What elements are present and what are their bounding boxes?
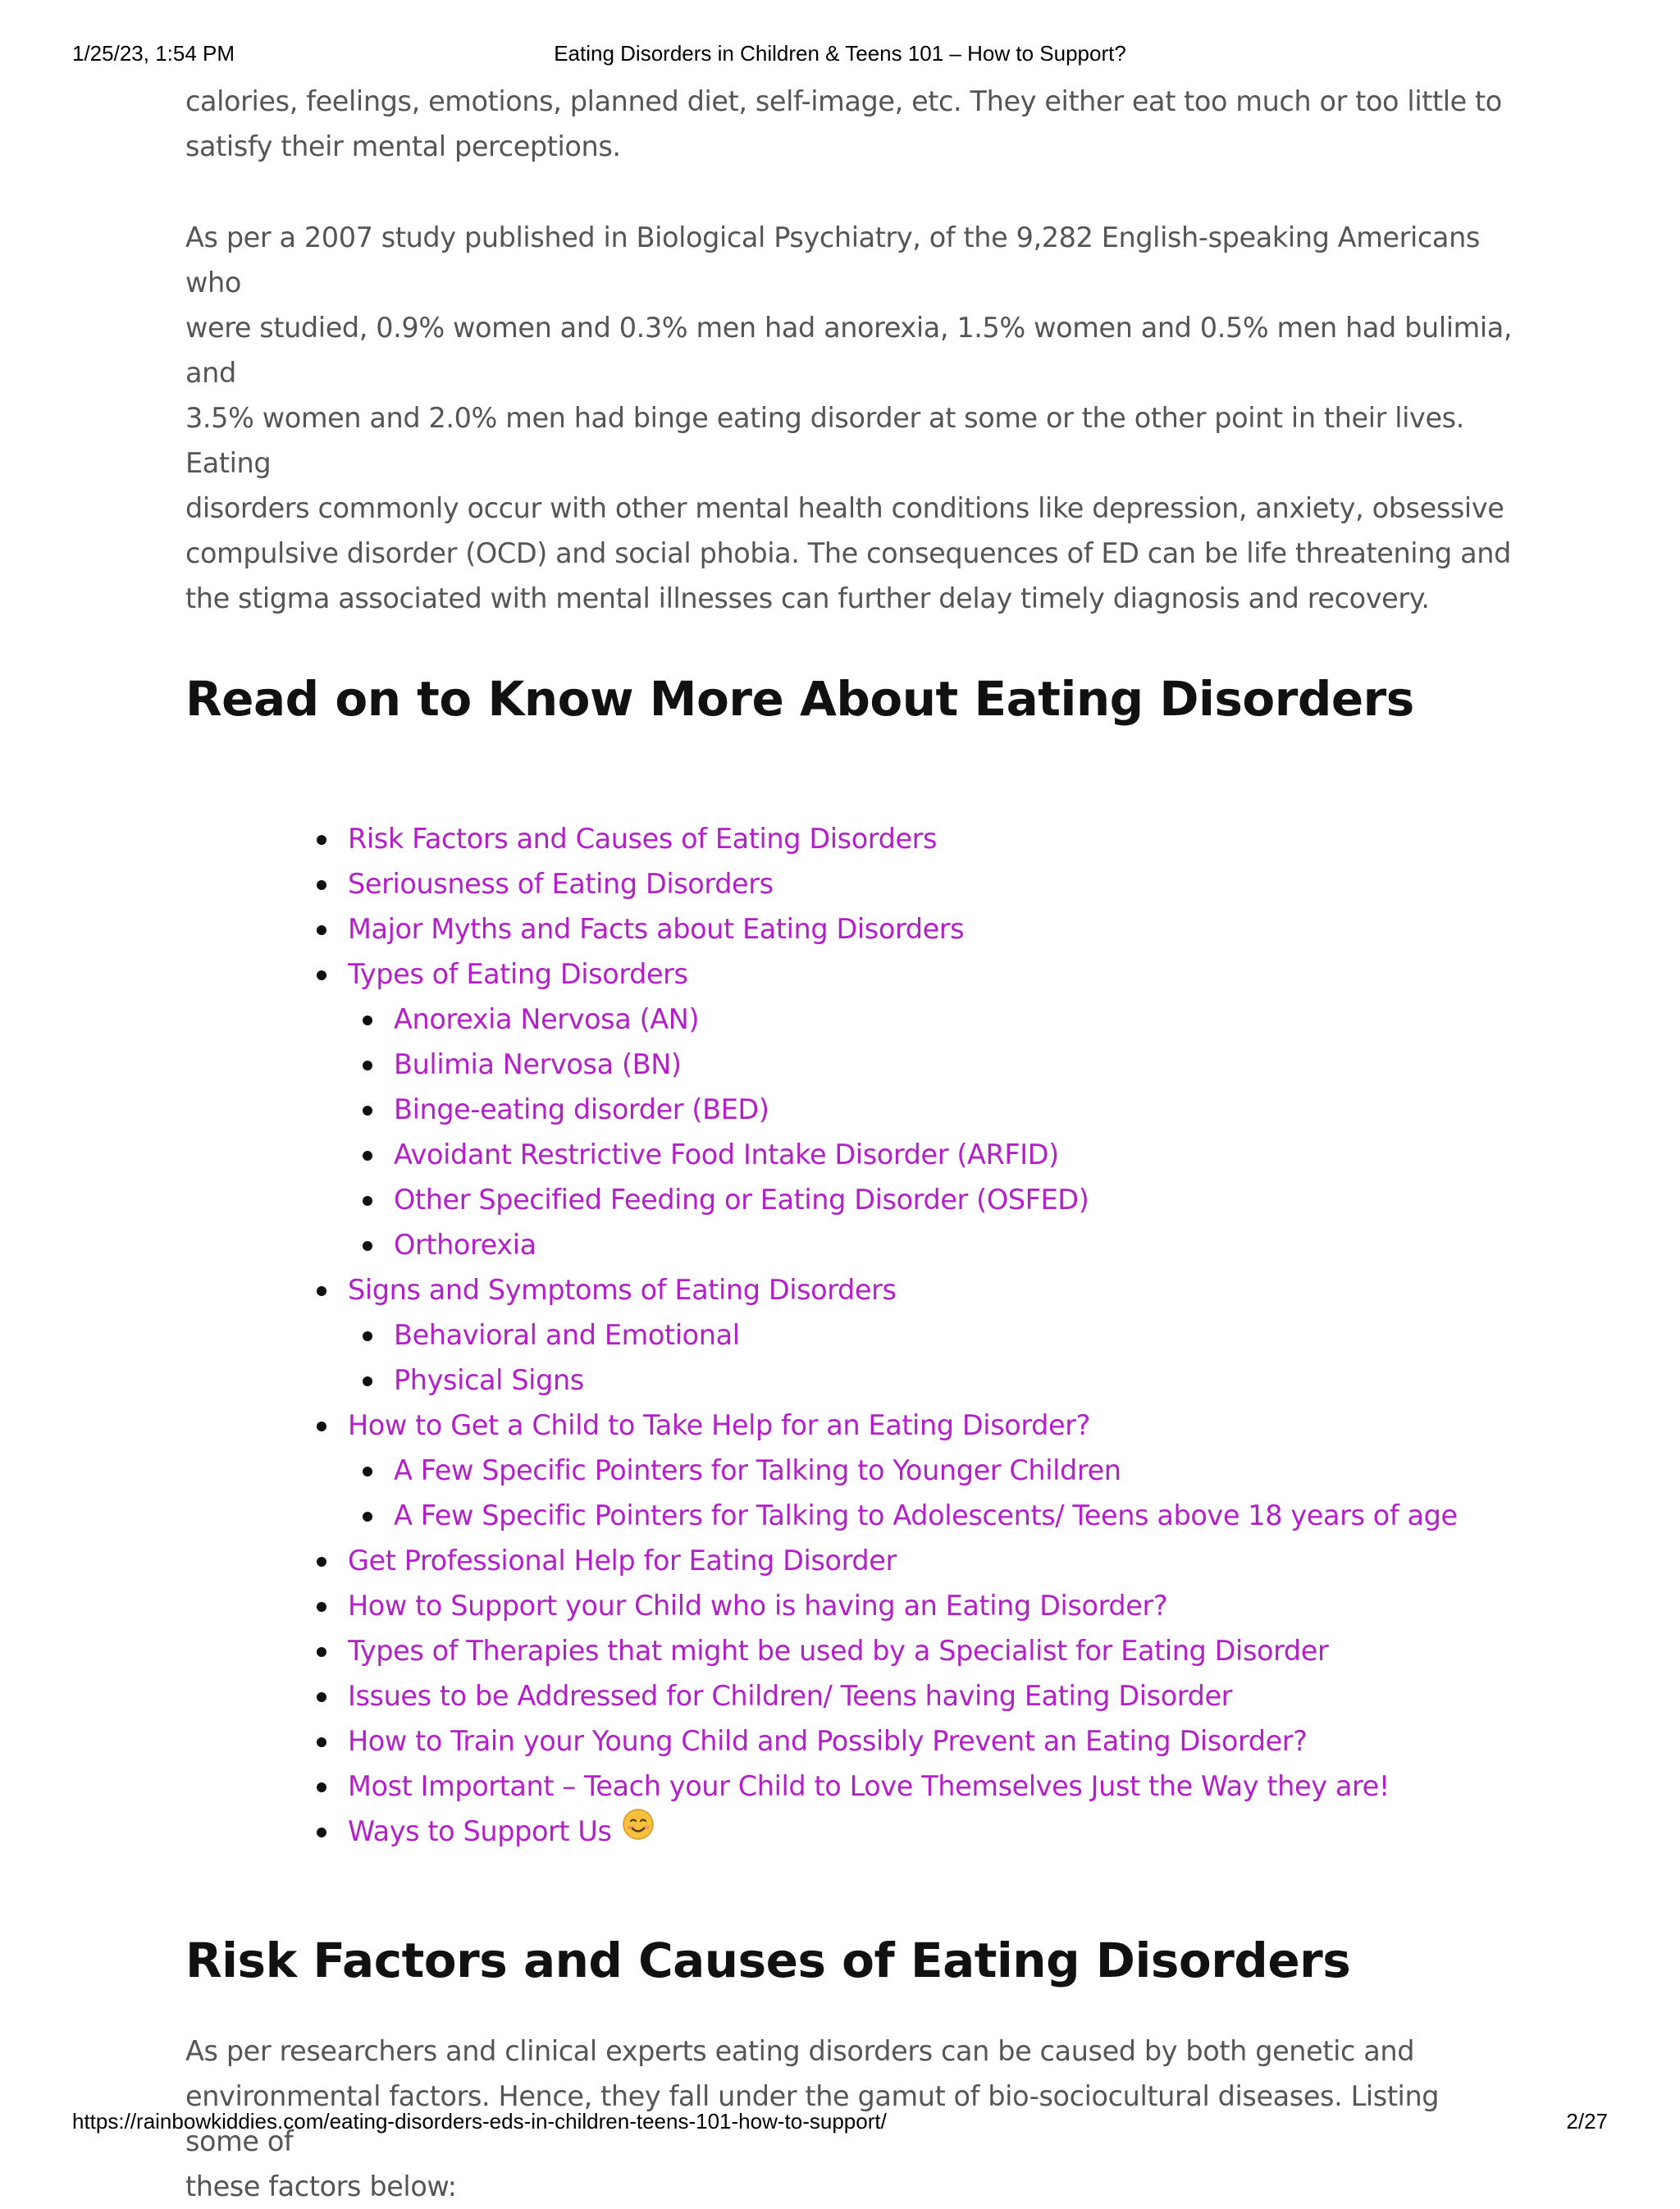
article-content <box>185 79 1514 2209</box>
intro-paragraph: calories, feelings, emotions, planned diet, self-image, etc. They either eat too much or too little to satisfy their mental perceptions. <box>185 85 1502 162</box>
toc-item-myths-facts[interactable]: Major Myths and Facts about Eating Disorders <box>348 906 1514 952</box>
print-header <box>0 41 1680 69</box>
toc-subitem-physical[interactable]: Physical Signs <box>348 1358 1514 1403</box>
toc-subitem-younger-children[interactable]: A Few Specific Pointers for Talking to Younger Children <box>348 1448 1514 1493</box>
toc-item-therapies[interactable]: Types of Therapies that might be used by a Specialist for Eating Disorder <box>348 1628 1514 1673</box>
toc-subitem-bulimia[interactable]: Bulimia Nervosa (BN) <box>348 1042 1514 1087</box>
toc-item-types[interactable]: Types of Eating Disorders <box>348 952 1514 997</box>
toc-item-train-child[interactable]: How to Train your Young Child and Possibly Prevent an Eating Disorder? <box>348 1718 1514 1764</box>
print-page-title: Eating Disorders in Children & Teens 101 – How to Support? <box>554 41 1126 66</box>
toc-item-signs-symptoms[interactable]: Signs and Symptoms of Eating Disorders <box>348 1267 1514 1312</box>
toc-item-ways-to-support[interactable]: Ways to Support Us <box>348 1809 1514 1856</box>
toc-subitem-anorexia[interactable]: Anorexia Nervosa (AN) <box>348 997 1514 1042</box>
toc-subitem-osfed[interactable]: Other Specified Feeding or Eating Disorder (OSFED) <box>348 1177 1514 1222</box>
print-datetime: 1/25/23, 1:54 PM <box>72 41 235 66</box>
print-page-number: 2/27 <box>1566 2109 1608 2134</box>
print-footer <box>0 2109 1680 2137</box>
toc-subitem-arfid[interactable]: Avoidant Restrictive Food Intake Disorder (ARFID) <box>348 1132 1514 1177</box>
toc-item-most-important[interactable]: Most Important – Teach your Child to Love Themselves Just the Way they are! <box>348 1764 1514 1809</box>
toc-item-seriousness[interactable]: Seriousness of Eating Disorders <box>348 861 1514 906</box>
toc-item-risk-factors[interactable]: Risk Factors and Causes of Eating Disorders <box>348 816 1514 861</box>
toc-subitem-adolescents[interactable]: A Few Specific Pointers for Talking to Adolescents/ Teens above 18 years of age <box>348 1493 1514 1538</box>
toc-item-issues[interactable]: Issues to be Addressed for Children/ Teens having Eating Disorder <box>348 1673 1514 1718</box>
study-paragraph: As per a 2007 study published in Biological Psychiatry, of the 9,282 English-speaking Americans who were studied, 0.9% women and 0.3% men had anorexia, 1.5% women and 0.5% men had bulimia, and 3.5% women and 2.0% men had binge eating disorder at some or the other point in their lives. Eating disorders commonly occur with other mental health conditions like depression, anxiety, obsessive compulsive disorder (OCD) and social phobia. The consequences of ED can be life threatening and the stigma associated with mental illnesses can further delay timely diagnosis and recovery. <box>185 221 1513 614</box>
toc-item-support-child[interactable]: How to Support your Child who is having an Eating Disorder? <box>348 1583 1514 1628</box>
toc-subitem-binge-eating[interactable]: Binge-eating disorder (BED) <box>348 1087 1514 1132</box>
table-of-contents <box>185 816 1514 1856</box>
toc-item-professional-help[interactable]: Get Professional Help for Eating Disorder <box>348 1538 1514 1583</box>
section-heading-risk-factors: Risk Factors and Causes of Eating Disorders <box>185 1932 1351 1988</box>
print-url: https://rainbowkiddies.com/eating-disorders-eds-in-children-teens-101-how-to-support/ <box>72 2109 887 2134</box>
toc-item-get-help[interactable]: How to Get a Child to Take Help for an Eating Disorder? <box>348 1403 1514 1448</box>
smiling-face-icon <box>622 1808 655 1854</box>
risk-factors-paragraph: As per researchers and clinical experts eating disorders can be caused by both genetic and environmental factors. Hence, they fall under the gamut of bio-sociocultural diseases. Listing some of these factors below: <box>185 2034 1440 2202</box>
toc-subitem-orthorexia[interactable]: Orthorexia <box>348 1222 1514 1267</box>
toc-heading: Read on to Know More About Eating Disorders <box>185 671 1414 727</box>
toc-subitem-behavioral[interactable]: Behavioral and Emotional <box>348 1312 1514 1358</box>
